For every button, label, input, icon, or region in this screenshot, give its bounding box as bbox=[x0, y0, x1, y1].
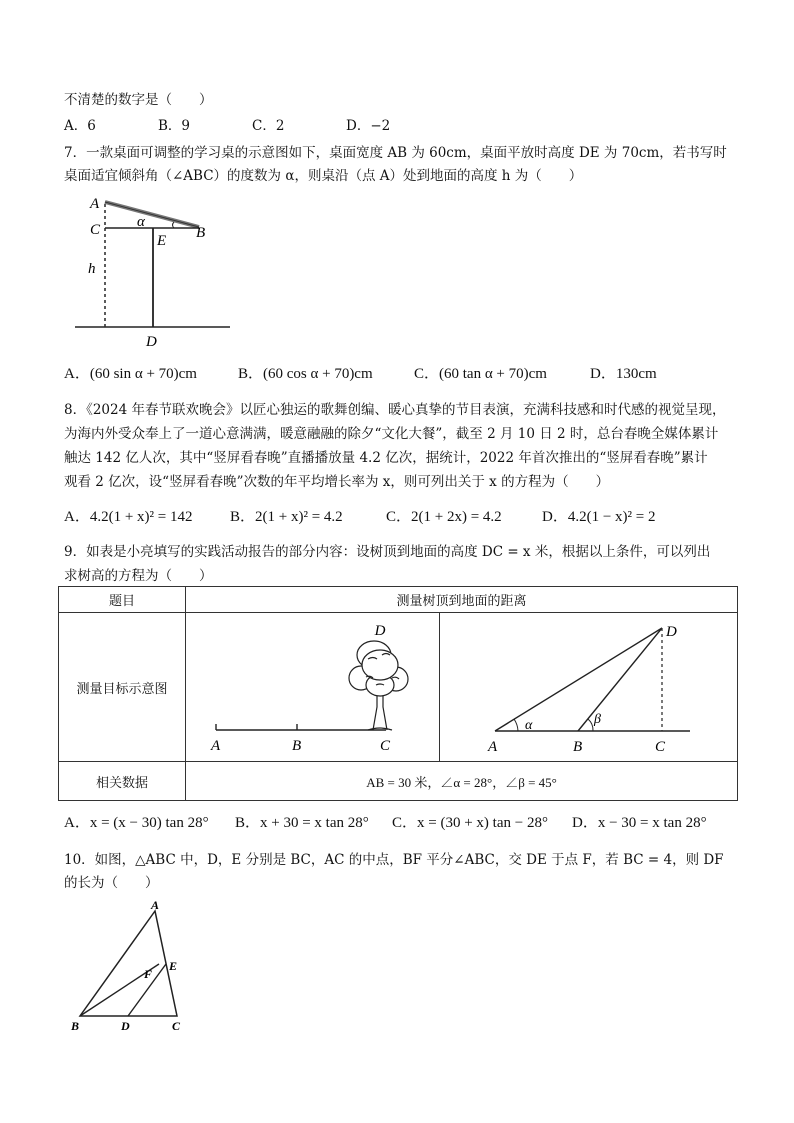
angle-alpha-arc bbox=[173, 222, 175, 228]
label-alpha: α bbox=[525, 717, 533, 733]
row3-label: 相关数据 bbox=[59, 762, 186, 801]
q7-desk-figure bbox=[70, 190, 240, 350]
label-d: D bbox=[374, 622, 386, 639]
q9-report-table bbox=[58, 586, 738, 801]
q8-stem-line2: 为海内外受众奉上了一道心意满满，暖意融融的除夕“文化大餐”，截至 2 月 10 日 2 时，总台春晚全媒体累计 bbox=[64, 426, 719, 442]
label-a: A bbox=[211, 737, 221, 754]
tree-diagram-cell bbox=[186, 613, 440, 762]
label-c: C bbox=[380, 737, 391, 754]
tree-icon bbox=[349, 641, 408, 730]
q8-option-b: B．2(1 + x)² = 4.2 bbox=[230, 509, 343, 525]
q9-option-b: B．x + 30 = x tan 28° bbox=[235, 815, 369, 831]
label-d: D bbox=[121, 1019, 130, 1033]
q8-option-d: D．4.2(1 − x)² = 2 bbox=[542, 509, 656, 525]
row1-value: 测量树顶到地面的距离 bbox=[186, 587, 738, 613]
q7-option-c: C．(60 tan α + 70)cm bbox=[414, 366, 547, 382]
table-row bbox=[59, 587, 738, 613]
label-c: C bbox=[655, 738, 666, 755]
triangle-abc bbox=[80, 911, 177, 1016]
q9-stem-line2: 求树高的方程为（ ） bbox=[64, 568, 213, 584]
row2-label: 测量目标示意图 bbox=[59, 613, 186, 762]
row3-value: AB = 30 米，∠α = 28°，∠β = 45° bbox=[186, 762, 738, 801]
label-beta: β bbox=[594, 711, 601, 727]
q9-tree-figure bbox=[186, 615, 436, 760]
q9-option-a: A．x = (x − 30) tan 28° bbox=[64, 815, 209, 831]
label-a: A bbox=[488, 738, 498, 755]
sight-line-b bbox=[578, 628, 662, 731]
q6-option-b: B．9 bbox=[158, 118, 191, 134]
angle-alpha-arc bbox=[514, 719, 518, 731]
label-d: D bbox=[666, 623, 677, 640]
label-alpha: α bbox=[137, 214, 145, 230]
label-e: E bbox=[169, 959, 178, 973]
q6-option-d: D．−2 bbox=[346, 118, 391, 134]
q7-stem-line2: 桌面适宜倾斜角（∠ABC）的度数为 α，则桌沿（点 A）处到地面的高度 h 为（ ） bbox=[64, 168, 583, 184]
q10-triangle-figure bbox=[66, 898, 196, 1038]
label-b: B bbox=[573, 738, 583, 755]
q9-stem-line1: 9．如表是小亮填写的实践活动报告的部分内容：设树顶到地面的高度 DC = x 米，根据以上条件，可以列出 bbox=[64, 544, 711, 560]
label-a: A bbox=[151, 898, 160, 912]
q9-option-c: C．x = (30 + x) tan − 28° bbox=[392, 815, 548, 831]
table-row bbox=[59, 762, 738, 801]
label-h: h bbox=[88, 261, 96, 277]
q6-tail: 不清楚的数字是（ ） bbox=[64, 92, 213, 108]
q8-option-a: A．4.2(1 + x)² = 142 bbox=[64, 509, 193, 525]
label-e: E bbox=[157, 233, 167, 249]
label-b: B bbox=[71, 1019, 80, 1033]
q6-option-c: C．2 bbox=[252, 118, 285, 134]
q7-option-b: B．(60 cos α + 70)cm bbox=[238, 366, 373, 382]
label-f: F bbox=[144, 967, 153, 981]
label-c: C bbox=[172, 1019, 181, 1033]
q8-stem-line4: 观看 2 亿次，设“竖屏看春晚”次数的年平均增长率为 x，则可列出关于 x 的方程为（ ） bbox=[64, 474, 610, 490]
label-a: A bbox=[90, 196, 100, 212]
q8-option-c: C．2(1 + 2x) = 4.2 bbox=[386, 509, 502, 525]
q7-stem-line1: 7．一款桌面可调整的学习桌的示意图如下，桌面宽度 AB 为 60cm，桌面平放时高度 DE 为 70cm，若书写时 bbox=[64, 145, 727, 161]
q9-option-d: D．x − 30 = x tan 28° bbox=[572, 815, 707, 831]
angle-beta-arc bbox=[588, 719, 593, 731]
row1-label: 题目 bbox=[59, 587, 186, 613]
q8-stem-line1: 8．《2024 年春节联欢晚会》以匠心独运的歌舞创编、暖心真挚的节目表演，充满科技感和时代感的视觉呈现， bbox=[64, 402, 726, 418]
q6-option-a: A．6 bbox=[64, 118, 96, 134]
q8-stem-line3: 触达 142 亿人次，其中“竖屏看春晚”直播播放量 4.2 亿次，据统计，2022 年首次推出的“竖屏看春晚”累计 bbox=[64, 450, 708, 466]
triangle-diagram-cell bbox=[440, 613, 738, 762]
label-d: D bbox=[146, 334, 157, 350]
desk-top-edge bbox=[105, 202, 199, 227]
label-c: C bbox=[90, 222, 101, 238]
table-row bbox=[59, 613, 738, 762]
label-b: B bbox=[196, 225, 206, 241]
sight-line-a bbox=[495, 628, 662, 731]
label-b: B bbox=[292, 737, 302, 754]
q7-option-d: D．130cm bbox=[590, 366, 657, 382]
q9-triangle-figure bbox=[440, 615, 735, 760]
q10-stem-line2: 的长为（ ） bbox=[64, 875, 159, 891]
q10-stem-line1: 10．如图，△ABC 中，D，E 分别是 BC，AC 的中点，BF 平分∠ABC，交 DE 于点 F，若 BC = 4，则 DF bbox=[64, 852, 724, 868]
q7-option-a: A．(60 sin α + 70)cm bbox=[64, 366, 197, 382]
